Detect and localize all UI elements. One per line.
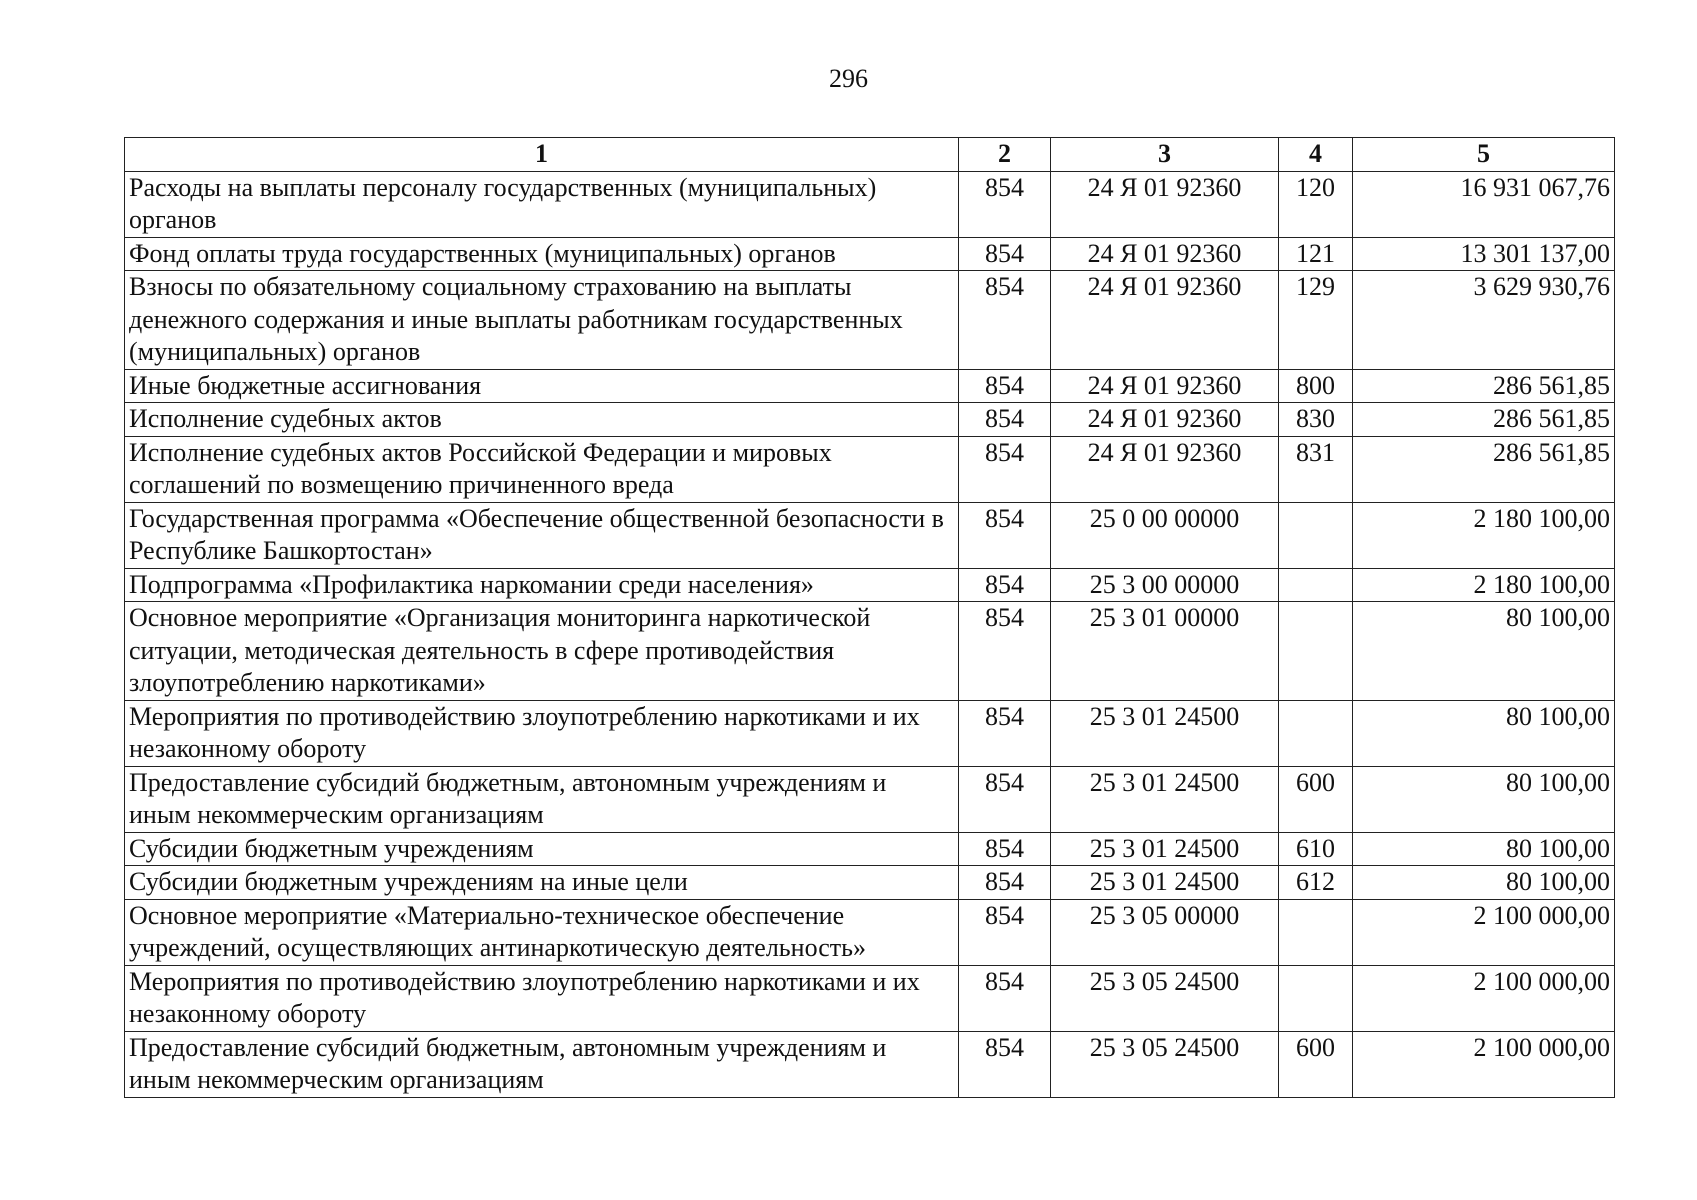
cell-vr: [1279, 568, 1353, 602]
cell-name: Взносы по обязательному социальному страхованию на выплаты денежного содержания и иные выплаты работникам государственных (муниципальных) органов: [125, 271, 959, 370]
cell-vr: [1279, 502, 1353, 568]
cell-name: Субсидии бюджетным учреждениям: [125, 832, 959, 866]
header-col-1: 1: [125, 138, 959, 172]
cell-sum: 16 931 067,76: [1353, 171, 1615, 237]
cell-vr: 129: [1279, 271, 1353, 370]
cell-csr: 24 Я 01 92360: [1051, 237, 1279, 271]
cell-name: Подпрограмма «Профилактика наркомании среди населения»: [125, 568, 959, 602]
cell-csr: 24 Я 01 92360: [1051, 171, 1279, 237]
table-body: [125, 171, 1615, 1097]
table-row: [125, 171, 1615, 237]
cell-ved: 854: [959, 832, 1051, 866]
cell-vr: [1279, 602, 1353, 701]
cell-csr: 24 Я 01 92360: [1051, 403, 1279, 437]
cell-csr: 25 3 01 24500: [1051, 766, 1279, 832]
cell-vr: 830: [1279, 403, 1353, 437]
cell-csr: 25 3 00 00000: [1051, 568, 1279, 602]
cell-sum: 2 100 000,00: [1353, 899, 1615, 965]
cell-ved: 854: [959, 403, 1051, 437]
cell-vr: 610: [1279, 832, 1353, 866]
cell-sum: 2 180 100,00: [1353, 502, 1615, 568]
cell-csr: 25 3 05 24500: [1051, 965, 1279, 1031]
table-row: [125, 832, 1615, 866]
header-col-3: 3: [1051, 138, 1279, 172]
cell-ved: 854: [959, 700, 1051, 766]
cell-ved: 854: [959, 1031, 1051, 1097]
cell-name: Мероприятия по противодействию злоупотреблению наркотиками и их незаконному обороту: [125, 965, 959, 1031]
cell-name: Основное мероприятие «Материально-техническое обеспечение учреждений, осуществляющих антинаркотическую деятельность»: [125, 899, 959, 965]
cell-csr: 25 0 00 00000: [1051, 502, 1279, 568]
cell-ved: 854: [959, 899, 1051, 965]
cell-ved: 854: [959, 866, 1051, 900]
cell-sum: 2 180 100,00: [1353, 568, 1615, 602]
cell-sum: 80 100,00: [1353, 832, 1615, 866]
cell-ved: 854: [959, 965, 1051, 1031]
table-row: [125, 369, 1615, 403]
cell-csr: 25 3 01 24500: [1051, 700, 1279, 766]
table-row: [125, 602, 1615, 701]
cell-sum: 286 561,85: [1353, 403, 1615, 437]
cell-ved: 854: [959, 568, 1051, 602]
table-row: [125, 1031, 1615, 1097]
cell-ved: 854: [959, 602, 1051, 701]
cell-ved: 854: [959, 237, 1051, 271]
table-header: [125, 138, 1615, 172]
cell-csr: 24 Я 01 92360: [1051, 271, 1279, 370]
cell-csr: 25 3 05 00000: [1051, 899, 1279, 965]
table-row: [125, 271, 1615, 370]
cell-vr: [1279, 700, 1353, 766]
cell-name: Иные бюджетные ассигнования: [125, 369, 959, 403]
table-row: [125, 700, 1615, 766]
cell-name: Мероприятия по противодействию злоупотреблению наркотиками и их незаконному обороту: [125, 700, 959, 766]
table-row: [125, 568, 1615, 602]
cell-csr: 25 3 01 24500: [1051, 866, 1279, 900]
cell-ved: 854: [959, 436, 1051, 502]
cell-vr: [1279, 899, 1353, 965]
cell-sum: 13 301 137,00: [1353, 237, 1615, 271]
header-col-2: 2: [959, 138, 1051, 172]
cell-vr: 121: [1279, 237, 1353, 271]
budget-table: [124, 137, 1615, 1098]
cell-ved: 854: [959, 369, 1051, 403]
cell-csr: 25 3 05 24500: [1051, 1031, 1279, 1097]
cell-sum: 2 100 000,00: [1353, 965, 1615, 1031]
cell-name: Расходы на выплаты персоналу государственных (муниципальных) органов: [125, 171, 959, 237]
cell-sum: 3 629 930,76: [1353, 271, 1615, 370]
table-row: [125, 403, 1615, 437]
cell-vr: 600: [1279, 1031, 1353, 1097]
cell-ved: 854: [959, 502, 1051, 568]
cell-sum: 80 100,00: [1353, 602, 1615, 701]
cell-name: Фонд оплаты труда государственных (муниципальных) органов: [125, 237, 959, 271]
table-row: [125, 436, 1615, 502]
cell-sum: 80 100,00: [1353, 866, 1615, 900]
cell-sum: 286 561,85: [1353, 436, 1615, 502]
cell-vr: 600: [1279, 766, 1353, 832]
cell-ved: 854: [959, 271, 1051, 370]
cell-ved: 854: [959, 171, 1051, 237]
cell-sum: 286 561,85: [1353, 369, 1615, 403]
cell-csr: 25 3 01 00000: [1051, 602, 1279, 701]
cell-name: Предоставление субсидий бюджетным, автономным учреждениям и иным некоммерческим организациям: [125, 766, 959, 832]
cell-name: Исполнение судебных актов: [125, 403, 959, 437]
table-row: [125, 965, 1615, 1031]
cell-sum: 80 100,00: [1353, 700, 1615, 766]
header-col-4: 4: [1279, 138, 1353, 172]
cell-sum: 80 100,00: [1353, 766, 1615, 832]
header-col-5: 5: [1353, 138, 1615, 172]
header-row: [125, 138, 1615, 172]
cell-vr: 831: [1279, 436, 1353, 502]
cell-csr: 25 3 01 24500: [1051, 832, 1279, 866]
table-row: [125, 502, 1615, 568]
cell-vr: 612: [1279, 866, 1353, 900]
cell-name: Субсидии бюджетным учреждениям на иные цели: [125, 866, 959, 900]
table-row: [125, 237, 1615, 271]
page-number: 296: [829, 64, 868, 93]
table-row: [125, 899, 1615, 965]
cell-name: Основное мероприятие «Организация мониторинга наркотической ситуации, методическая деятельность в сфере противодействия злоупотреблению наркотиками»: [125, 602, 959, 701]
cell-vr: 120: [1279, 171, 1353, 237]
cell-name: Предоставление субсидий бюджетным, автономным учреждениям и иным некоммерческим организациям: [125, 1031, 959, 1097]
cell-csr: 24 Я 01 92360: [1051, 369, 1279, 403]
cell-name: Государственная программа «Обеспечение общественной безопасности в Республике Башкортостан»: [125, 502, 959, 568]
cell-name: Исполнение судебных актов Российской Федерации и мировых соглашений по возмещению причиненного вреда: [125, 436, 959, 502]
cell-vr: 800: [1279, 369, 1353, 403]
cell-ved: 854: [959, 766, 1051, 832]
cell-csr: 24 Я 01 92360: [1051, 436, 1279, 502]
cell-sum: 2 100 000,00: [1353, 1031, 1615, 1097]
table-row: [125, 766, 1615, 832]
cell-vr: [1279, 965, 1353, 1031]
table-row: [125, 866, 1615, 900]
